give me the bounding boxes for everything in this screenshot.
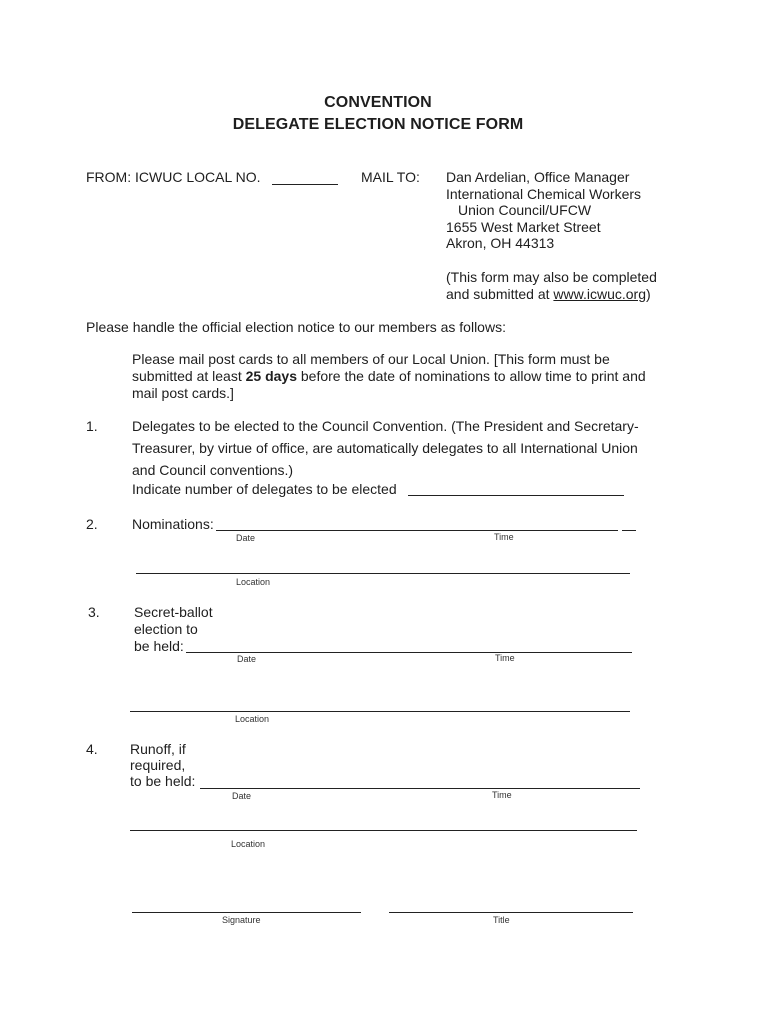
address-line: Dan Ardelian, Office Manager: [446, 169, 630, 185]
website-link[interactable]: www.icwuc.org: [553, 286, 646, 302]
title-caption: Title: [493, 915, 510, 925]
item1-text: Treasurer, by virtue of office, are automatically delegates to all International Union: [132, 440, 638, 456]
address-line: International Chemical Workers: [446, 186, 642, 202]
local-number-field[interactable]: [272, 184, 338, 185]
intro-text: Please handle the official election notice to our members as follows:: [86, 319, 506, 335]
mail-to-label: MAIL TO:: [361, 169, 420, 185]
online-note-line2: and submitted at www.icwuc.org): [446, 286, 651, 302]
address-line: 1655 West Market Street: [446, 219, 601, 235]
runoff-location-field[interactable]: [130, 830, 637, 831]
signature-field[interactable]: [132, 912, 361, 913]
date-caption: Date: [236, 533, 256, 543]
address-line: Union Council/UFCW: [458, 202, 592, 218]
item-number: 3.: [88, 604, 100, 620]
nominations-location-field[interactable]: [136, 573, 630, 574]
from-label: FROM: ICWUC LOCAL NO.: [86, 169, 261, 185]
location-caption: Location: [231, 839, 266, 849]
nominations-date-time-field[interactable]: [216, 530, 618, 531]
field-line-extension: [622, 530, 636, 531]
runoff-label: required,: [130, 757, 186, 773]
runoff-label: Runoff, if: [130, 741, 186, 757]
runoff-label: to be held:: [130, 773, 196, 789]
instructions-line3: mail post cards.]: [132, 385, 234, 401]
delegate-count-prompt: Indicate number of delegates to be elected: [132, 481, 397, 497]
signature-caption: Signature: [222, 915, 261, 925]
instructions-line2: submitted at least 25 days before the date of nominations to allow time to print and: [132, 368, 646, 384]
instructions-line1: Please mail post cards to all members of our Local Union. [This form must be: [132, 351, 610, 367]
title-field[interactable]: [389, 912, 633, 913]
nominations-label: Nominations:: [132, 516, 214, 532]
time-caption: Time: [495, 653, 515, 663]
item1-text: and Council conventions.): [132, 462, 294, 478]
ballot-location-field[interactable]: [130, 711, 630, 712]
location-caption: Location: [236, 577, 271, 587]
address-line: Akron, OH 44313: [446, 235, 555, 251]
date-caption: Date: [232, 791, 252, 801]
date-caption: Date: [237, 654, 257, 664]
location-caption: Location: [235, 714, 270, 724]
time-caption: Time: [494, 532, 514, 542]
runoff-date-time-field[interactable]: [200, 788, 640, 789]
secret-ballot-label: be held:: [134, 638, 184, 654]
online-note-line1: (This form may also be completed: [446, 269, 657, 285]
form-title-line1: CONVENTION: [324, 94, 432, 111]
delegate-count-field[interactable]: [408, 495, 624, 496]
secret-ballot-label: Secret-ballot: [134, 604, 213, 620]
secret-ballot-label: election to: [134, 621, 198, 637]
item1-text: Delegates to be elected to the Council Convention. (The President and Secretary-: [132, 418, 639, 434]
time-caption: Time: [492, 790, 512, 800]
item-number: 1.: [86, 418, 98, 434]
deadline-days: 25 days: [245, 368, 297, 384]
form-title-line2: DELEGATE ELECTION NOTICE FORM: [232, 116, 524, 133]
item-number: 2.: [86, 516, 98, 532]
item-number: 4.: [86, 741, 98, 757]
ballot-date-time-field[interactable]: [186, 652, 632, 653]
